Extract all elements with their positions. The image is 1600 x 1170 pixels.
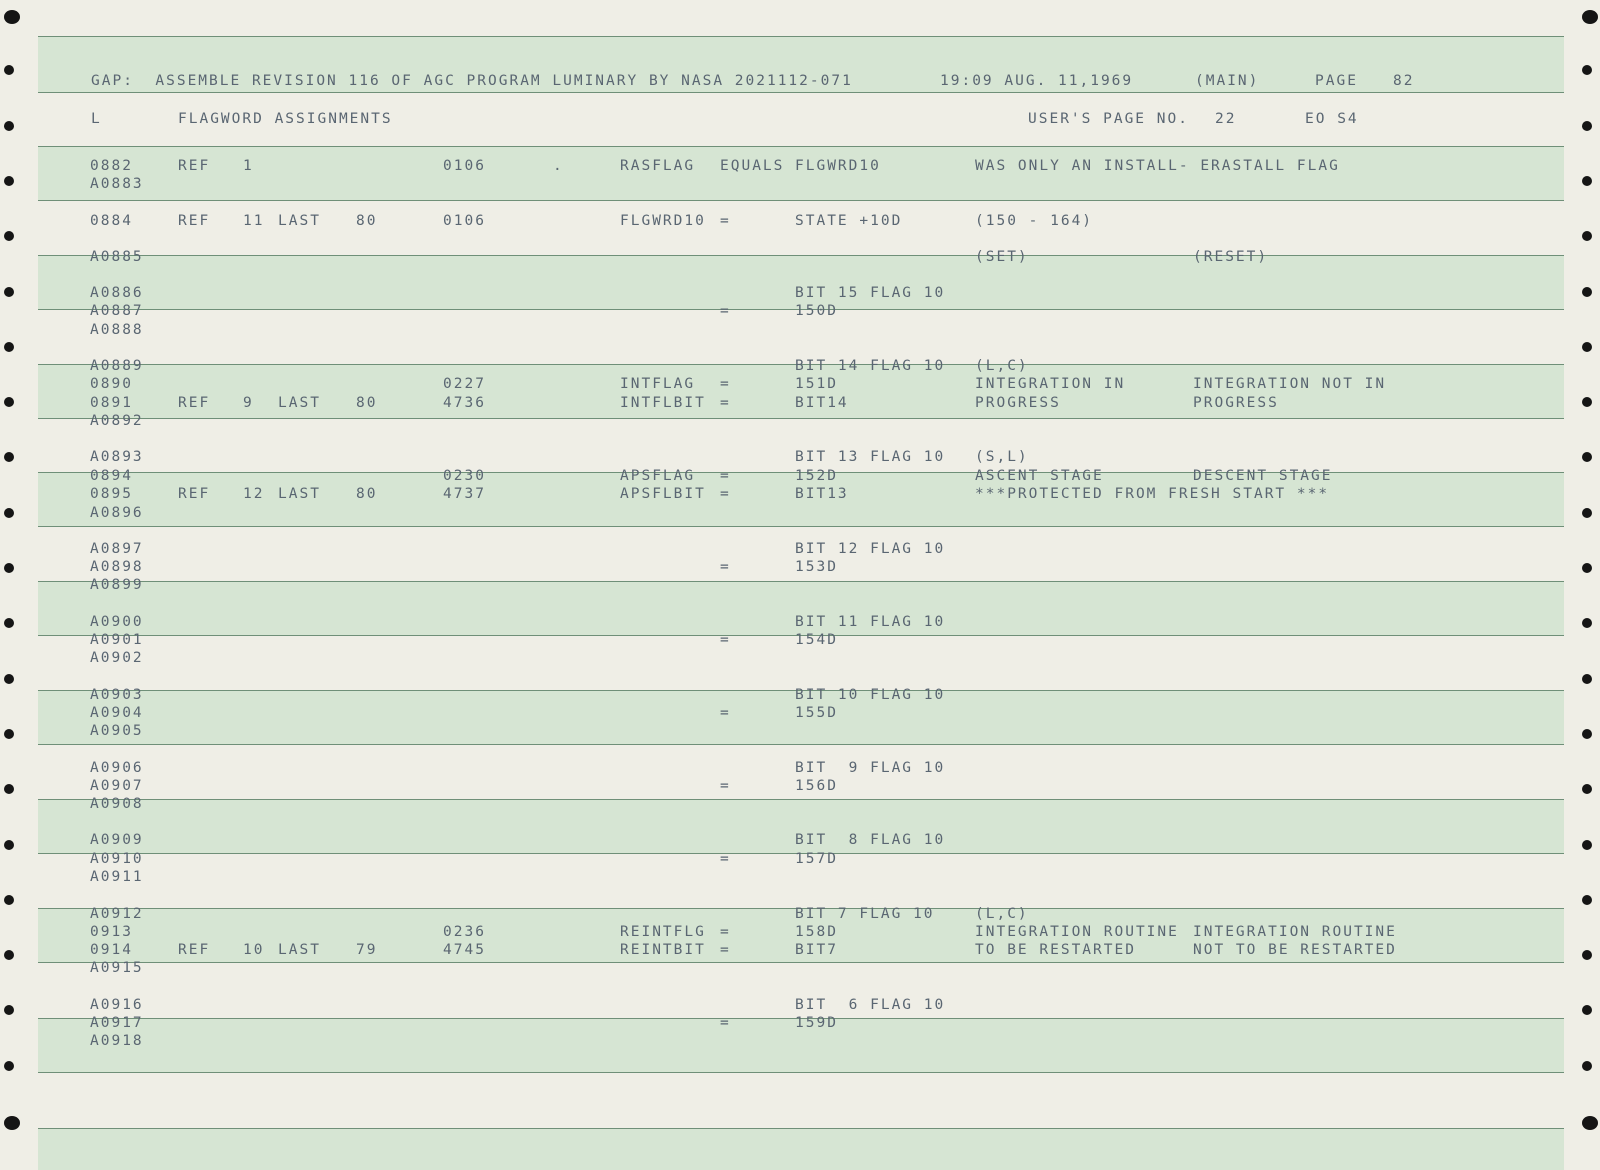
operand: 155D <box>795 705 838 721</box>
listing-line <box>0 649 1600 667</box>
operand: BIT 7 FLAG 10 <box>795 906 935 922</box>
feed-hole-left <box>4 342 14 352</box>
symbol-label: FLGWRD10 <box>620 213 706 229</box>
comment-set: ***PROTECTED FROM FRESH START *** <box>975 486 1330 502</box>
symbol-label: INTFLBIT <box>620 395 706 411</box>
symbol-label: APSFLBIT <box>620 486 706 502</box>
comment-set: ASCENT STAGE <box>975 468 1104 484</box>
listing-line <box>0 1014 1600 1032</box>
comment-set: PROGRESS <box>975 395 1061 411</box>
line-number: 0890 <box>90 376 133 392</box>
user-page-number: 22 <box>1215 111 1237 127</box>
last-page: 79 <box>356 942 378 958</box>
line-number: 0913 <box>90 924 133 940</box>
line-number: A0885 <box>90 249 144 265</box>
line-number: 0882 <box>90 158 133 174</box>
listing-line <box>0 212 1600 230</box>
ref-marker: REF <box>178 213 211 229</box>
listing-line <box>0 686 1600 704</box>
section-label: (MAIN) <box>1195 73 1260 89</box>
octal-address: 4737 <box>443 486 486 502</box>
line-number: A0887 <box>90 303 144 319</box>
page-label: PAGE <box>1315 73 1358 89</box>
line-number: A0912 <box>90 906 144 922</box>
ref-count: 12 <box>243 486 265 502</box>
stripe-rule <box>38 1128 1564 1129</box>
ref-count: 9 <box>243 395 254 411</box>
line-number: A0883 <box>90 176 144 192</box>
operand: BIT14 <box>795 395 849 411</box>
listing-line <box>0 905 1600 923</box>
listing-line <box>0 795 1600 813</box>
operand: BIT 13 FLAG 10 <box>795 449 946 465</box>
line-number: A0911 <box>90 869 144 885</box>
eo-label: EO S4 <box>1305 111 1359 127</box>
line-number: A0897 <box>90 541 144 557</box>
stripe-rule <box>38 526 1564 527</box>
comment-reset: INTEGRATION NOT IN <box>1193 376 1387 392</box>
operand: STATE +10D <box>795 213 903 229</box>
ref-count: 11 <box>243 213 265 229</box>
listing-line <box>0 941 1600 959</box>
operator: = <box>720 486 731 502</box>
green-stripe <box>38 1128 1564 1170</box>
operand: BIT 9 FLAG 10 <box>795 760 946 776</box>
operand: 153D <box>795 559 838 575</box>
line-number: 0884 <box>90 213 133 229</box>
listing-line <box>0 448 1600 466</box>
listing-line <box>0 504 1600 522</box>
listing-line <box>0 576 1600 594</box>
last-page: 80 <box>356 395 378 411</box>
listing-line <box>0 996 1600 1014</box>
last-page: 80 <box>356 486 378 502</box>
operand: BIT 8 FLAG 10 <box>795 832 946 848</box>
operand: FLGWRD10 <box>795 158 881 174</box>
last-marker: LAST <box>278 942 321 958</box>
listing-line <box>0 357 1600 375</box>
stripe-rule <box>38 92 1564 93</box>
operator: = <box>720 213 731 229</box>
operator: = <box>720 778 731 794</box>
comment-reset: PROGRESS <box>1193 395 1279 411</box>
listing-line <box>0 175 1600 193</box>
line-number: A0896 <box>90 505 144 521</box>
page-subheader <box>0 110 1600 130</box>
line-number: A0888 <box>90 322 144 338</box>
line-number: A0899 <box>90 577 144 593</box>
listing-line <box>0 157 1600 175</box>
comment-set: (150 - 164) <box>975 213 1094 229</box>
feed-hole-left <box>4 10 20 24</box>
listing-line <box>0 777 1600 795</box>
feed-hole-right <box>1582 1061 1592 1071</box>
operator: = <box>720 705 731 721</box>
line-number: A0916 <box>90 997 144 1013</box>
operand: BIT 6 FLAG 10 <box>795 997 946 1013</box>
operand: 151D <box>795 376 838 392</box>
user-page-label: USER'S PAGE NO. <box>1028 111 1189 127</box>
comment-reset: DESCENT STAGE <box>1193 468 1333 484</box>
symbol-label: APSFLAG <box>620 468 696 484</box>
operator: = <box>720 303 731 319</box>
symbol-label: REINTFLG <box>620 924 706 940</box>
symbol-label: RASFLAG <box>620 158 696 174</box>
line-number: 0891 <box>90 395 133 411</box>
operator: = <box>720 1015 731 1031</box>
line-number: A0906 <box>90 760 144 776</box>
feed-hole-left <box>4 895 14 905</box>
feed-hole-right <box>1582 231 1592 241</box>
listing-line <box>0 1032 1600 1050</box>
print-timestamp: 19:09 AUG. 11,1969 <box>940 73 1134 89</box>
line-number: A0909 <box>90 832 144 848</box>
listing-line <box>0 959 1600 977</box>
line-number: A0892 <box>90 413 144 429</box>
listing-line <box>0 394 1600 412</box>
last-marker: LAST <box>278 486 321 502</box>
operand: 159D <box>795 1015 838 1031</box>
listing-line <box>0 923 1600 941</box>
listing-line <box>0 558 1600 576</box>
line-number: A0902 <box>90 650 144 666</box>
listing-line <box>0 540 1600 558</box>
line-number: A0915 <box>90 960 144 976</box>
stripe-rule <box>38 146 1564 147</box>
comment-reset: INTEGRATION ROUTINE <box>1193 924 1397 940</box>
line-number: A0917 <box>90 1015 144 1031</box>
stripe-rule <box>38 36 1564 37</box>
line-number: A0889 <box>90 358 144 374</box>
feed-hole-right <box>1582 1116 1598 1130</box>
listing-line <box>0 375 1600 393</box>
operator: = <box>720 851 731 867</box>
line-number: A0918 <box>90 1033 144 1049</box>
line-number: A0904 <box>90 705 144 721</box>
ref-marker: REF <box>178 942 211 958</box>
listing-line <box>0 704 1600 722</box>
line-number: 0894 <box>90 468 133 484</box>
listing-line <box>0 284 1600 302</box>
line-number: A0898 <box>90 559 144 575</box>
listing-mark: L <box>91 111 102 127</box>
octal-address: 0106 <box>443 158 486 174</box>
line-number: A0893 <box>90 449 144 465</box>
operand: 150D <box>795 303 838 319</box>
line-number: 0895 <box>90 486 133 502</box>
operand: BIT 12 FLAG 10 <box>795 541 946 557</box>
operator: = <box>720 924 731 940</box>
octal-address: 4745 <box>443 942 486 958</box>
ref-count: 10 <box>243 942 265 958</box>
ref-marker: REF <box>178 158 211 174</box>
comment-reset: (RESET) <box>1193 249 1269 265</box>
feed-hole-left <box>4 1116 20 1130</box>
octal-address: 0230 <box>443 468 486 484</box>
operand: 156D <box>795 778 838 794</box>
comment-set: WAS ONLY AN INSTALL- ERASTALL FLAG <box>975 158 1340 174</box>
stripe-rule <box>38 744 1564 745</box>
feed-hole-right <box>1582 674 1592 684</box>
comment-reset: NOT TO BE RESTARTED <box>1193 942 1397 958</box>
stripe-rule <box>38 200 1564 201</box>
operand: BIT 14 FLAG 10 <box>795 358 946 374</box>
octal-address: 4736 <box>443 395 486 411</box>
last-marker: LAST <box>278 395 321 411</box>
last-page: 80 <box>356 213 378 229</box>
operand: BIT13 <box>795 486 849 502</box>
feed-hole-right <box>1582 895 1592 905</box>
section-title: FLAGWORD ASSIGNMENTS <box>178 111 393 127</box>
dot-mark: . <box>553 158 564 174</box>
operator: = <box>720 468 731 484</box>
listing-line <box>0 412 1600 430</box>
comment-set: (SET) <box>975 249 1029 265</box>
page-number: 82 <box>1393 73 1415 89</box>
octal-address: 0106 <box>443 213 486 229</box>
feed-hole-left <box>4 231 14 241</box>
line-number: A0901 <box>90 632 144 648</box>
page-header <box>0 72 1600 92</box>
operator: = <box>720 942 731 958</box>
operator: = <box>720 632 731 648</box>
program-title: GAP: ASSEMBLE REVISION 116 OF AGC PROGRAM LUMINARY BY NASA 2021112-071 <box>91 73 853 89</box>
stripe-rule <box>38 1072 1564 1073</box>
listing-line <box>0 850 1600 868</box>
line-number: A0905 <box>90 723 144 739</box>
octal-address: 0236 <box>443 924 486 940</box>
operand: BIT 10 FLAG 10 <box>795 687 946 703</box>
listing-line <box>0 759 1600 777</box>
operator: = <box>720 559 731 575</box>
operand: 152D <box>795 468 838 484</box>
symbol-label: INTFLAG <box>620 376 696 392</box>
listing-line <box>0 321 1600 339</box>
line-number: A0886 <box>90 285 144 301</box>
line-number: A0908 <box>90 796 144 812</box>
operand: BIT 15 FLAG 10 <box>795 285 946 301</box>
listing-line <box>0 248 1600 266</box>
comment-set: INTEGRATION ROUTINE <box>975 924 1179 940</box>
operand: BIT7 <box>795 942 838 958</box>
feed-hole-right <box>1582 342 1592 352</box>
ref-marker: REF <box>178 395 211 411</box>
operand: 158D <box>795 924 838 940</box>
comment-set: TO BE RESTARTED <box>975 942 1136 958</box>
listing-line <box>0 722 1600 740</box>
listing-line <box>0 467 1600 485</box>
comment-set: (L,C) <box>975 358 1029 374</box>
line-number: A0903 <box>90 687 144 703</box>
operator: EQUALS <box>720 158 785 174</box>
listing-line <box>0 613 1600 631</box>
comment-set: (L,C) <box>975 906 1029 922</box>
comment-set: INTEGRATION IN <box>975 376 1126 392</box>
symbol-label: REINTBIT <box>620 942 706 958</box>
last-marker: LAST <box>278 213 321 229</box>
line-number: A0907 <box>90 778 144 794</box>
operator: = <box>720 395 731 411</box>
operand: 154D <box>795 632 838 648</box>
octal-address: 0227 <box>443 376 486 392</box>
listing-line <box>0 302 1600 320</box>
listing-line <box>0 868 1600 886</box>
line-number: 0914 <box>90 942 133 958</box>
feed-hole-right <box>1582 10 1598 24</box>
ref-marker: REF <box>178 486 211 502</box>
listing-line <box>0 631 1600 649</box>
line-number: A0900 <box>90 614 144 630</box>
operand: 157D <box>795 851 838 867</box>
operand: BIT 11 FLAG 10 <box>795 614 946 630</box>
feed-hole-left <box>4 674 14 684</box>
listing-line <box>0 831 1600 849</box>
line-number: A0910 <box>90 851 144 867</box>
feed-hole-left <box>4 1061 14 1071</box>
listing-line <box>0 485 1600 503</box>
ref-count: 1 <box>243 158 254 174</box>
comment-set: (S,L) <box>975 449 1029 465</box>
operator: = <box>720 376 731 392</box>
